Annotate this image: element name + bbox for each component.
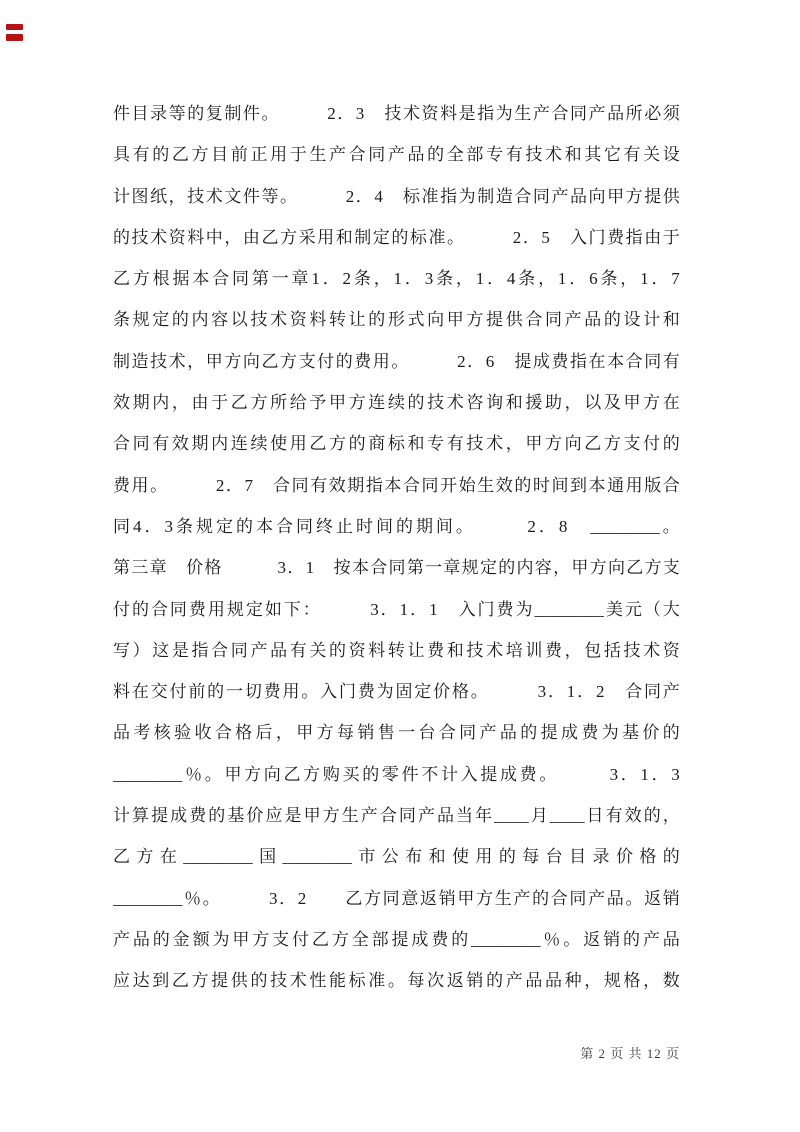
text-line: 料在交付前的一切费用。入门费为固定价格。 3．1．2 合同产: [113, 682, 680, 702]
text-line: ________％。甲方向乙方购买的零件不计入提成费。 3．1．3: [113, 764, 680, 784]
text-line: 计图纸，技术文件等。 2．4 标准指为制造合同产品向甲方提供: [113, 186, 680, 206]
text-line: 件目录等的复制件。 2．3 技术资料是指为生产合同产品所必须: [113, 104, 680, 123]
text-line: 效期内，由于乙方所给予甲方连续的技术咨询和援助，以及甲方在: [113, 393, 680, 413]
text-line: 制造技术，甲方向乙方支付的费用。 2．6 提成费指在本合同有: [113, 351, 680, 371]
text-line: 乙方根据本合同第一章1．2条，1．3条，1．4条，1．6条，1．7: [113, 269, 680, 289]
text-line: 应达到乙方提供的技术性能标准。每次返销的产品品种，规格，数: [113, 971, 680, 991]
text-line: 乙方在________国________市公布和使用的每台目录价格的: [113, 847, 680, 867]
contract-body-text: [113, 93, 680, 1002]
text-line: 品考核验收合格后，甲方每销售一台合同产品的提成费为基价的: [113, 723, 680, 743]
watermark-mark-icon: [6, 34, 23, 41]
text-line: 合同有效期内连续使用乙方的商标和专有技术，甲方向乙方支付的: [113, 434, 680, 454]
text-line: ________％。 3．2 乙方同意返销甲方生产的合同产品。返销: [113, 888, 680, 908]
page-number-footer: 第 2 页 共 12 页: [580, 1046, 680, 1061]
text-line: 同4．3条规定的本合同终止时间的期间。 2．8 ________。: [113, 516, 680, 536]
text-line: 计算提成费的基价应是甲方生产合同产品当年____月____日有效的，: [113, 806, 680, 826]
text-line: 产品的金额为甲方支付乙方全部提成费的________％。返销的产品: [113, 929, 680, 949]
site-watermark: [6, 24, 26, 41]
text-line: 费用。 2．7 合同有效期指本合同开始生效的时间到本通用版合: [113, 475, 680, 495]
watermark-mark-icon: [6, 24, 23, 30]
text-line: 的技术资料中，由乙方采用和制定的标准。 2．5 入门费指由于: [113, 227, 680, 247]
text-line: 写）这是指合同产品有关的资料转让费和技术培训费，包括技术资: [113, 640, 680, 660]
text-line: 付的合同费用规定如下： 3．1．1 入门费为________美元（大: [113, 599, 680, 619]
text-line: 第三章 价格 3．1 按本合同第一章规定的内容，甲方向乙方支: [113, 558, 680, 578]
text-line: 具有的乙方目前正用于生产合同产品的全部专有技术和其它有关设: [113, 145, 680, 165]
text-line: 条规定的内容以技术资料转让的形式向甲方提供合同产品的设计和: [113, 310, 680, 330]
